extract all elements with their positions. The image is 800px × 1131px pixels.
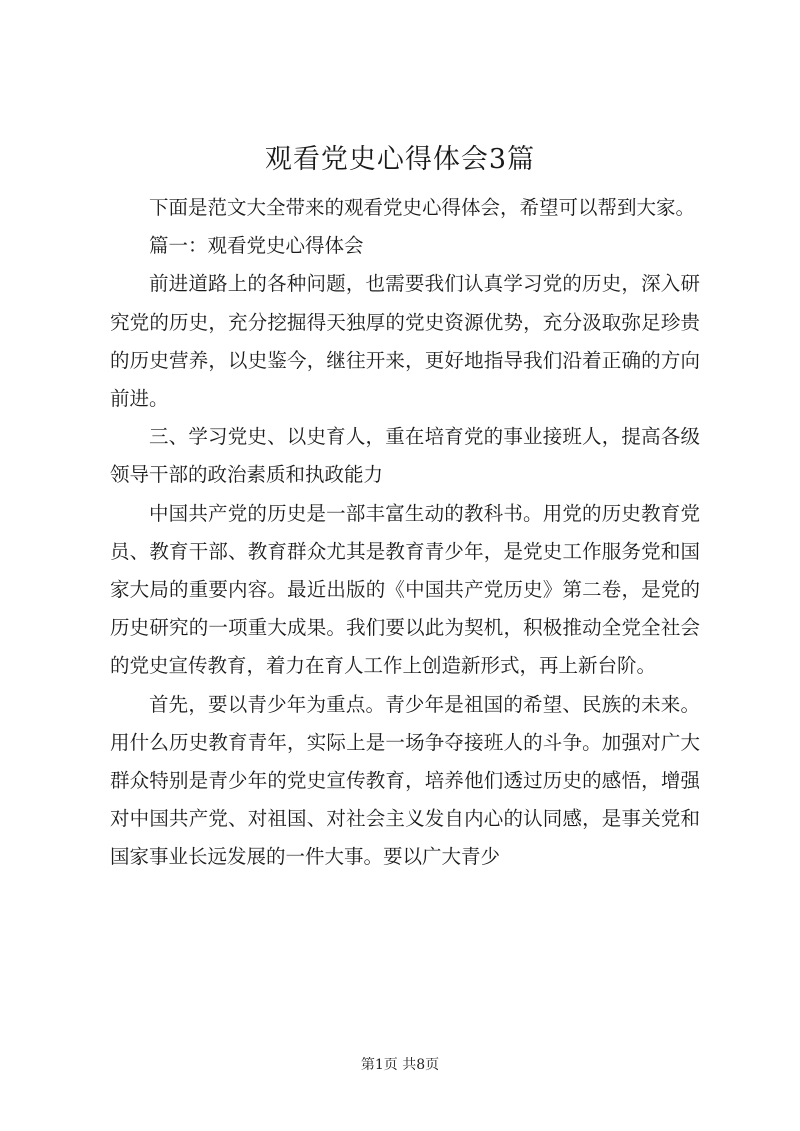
document-body (110, 189, 700, 877)
document-title: 观看党史心得体会3篇 (264, 144, 536, 175)
paragraph: 首先，要以青少年为重点。青少年是祖国的希望、民族的未来。用什么历史教育青年，实际上是一场争夺接班人的斗争。加强对广大群众特别是青少年的党史宣传教育，培养他们透过历史的感悟，增强对中国共产党、对祖国、对社会主义发自内心的认同感，是事关党和国家事业长远发展的一件大事。要以广大青少 (110, 692, 700, 869)
page-footer (0, 1055, 800, 1075)
paragraph-section-heading: 篇一：观看党史心得体会 (149, 234, 364, 258)
paragraph: 中国共产党的历史是一部丰富生动的教科书。用党的历史教育党员、教育干部、教育群众尤其是教育青少年，是党史工作服务党和国家大局的重要内容。最近出版的《中国共产党历史》第二卷，是党的历史研究的一项重大成果。我们要以此为契机，积极推动全党全社会的党史宣传教育，着力在育人工作上创造新形式，再上新台阶。 (110, 501, 700, 678)
paragraph: 前进道路上的各种问题，也需要我们认真学习党的历史，深入研究党的历史，充分挖掘得天独厚的党史资源优势，充分汲取弥足珍贵的历史营养，以史鉴今，继往开来，更好地指导我们沿着正确的方向前进。 (110, 272, 700, 411)
paragraph-intro: 下面是范文大全带来的观看党史心得体会，希望可以帮到大家。 (149, 196, 696, 219)
paragraph-subheading: 三、学习党史、以史育人，重在培育党的事业接班人，提高各级领导干部的政治素质和执政能力 (110, 425, 700, 487)
page-number: 第1页 (360, 1057, 398, 1073)
page-total: 共8页 (402, 1057, 440, 1073)
